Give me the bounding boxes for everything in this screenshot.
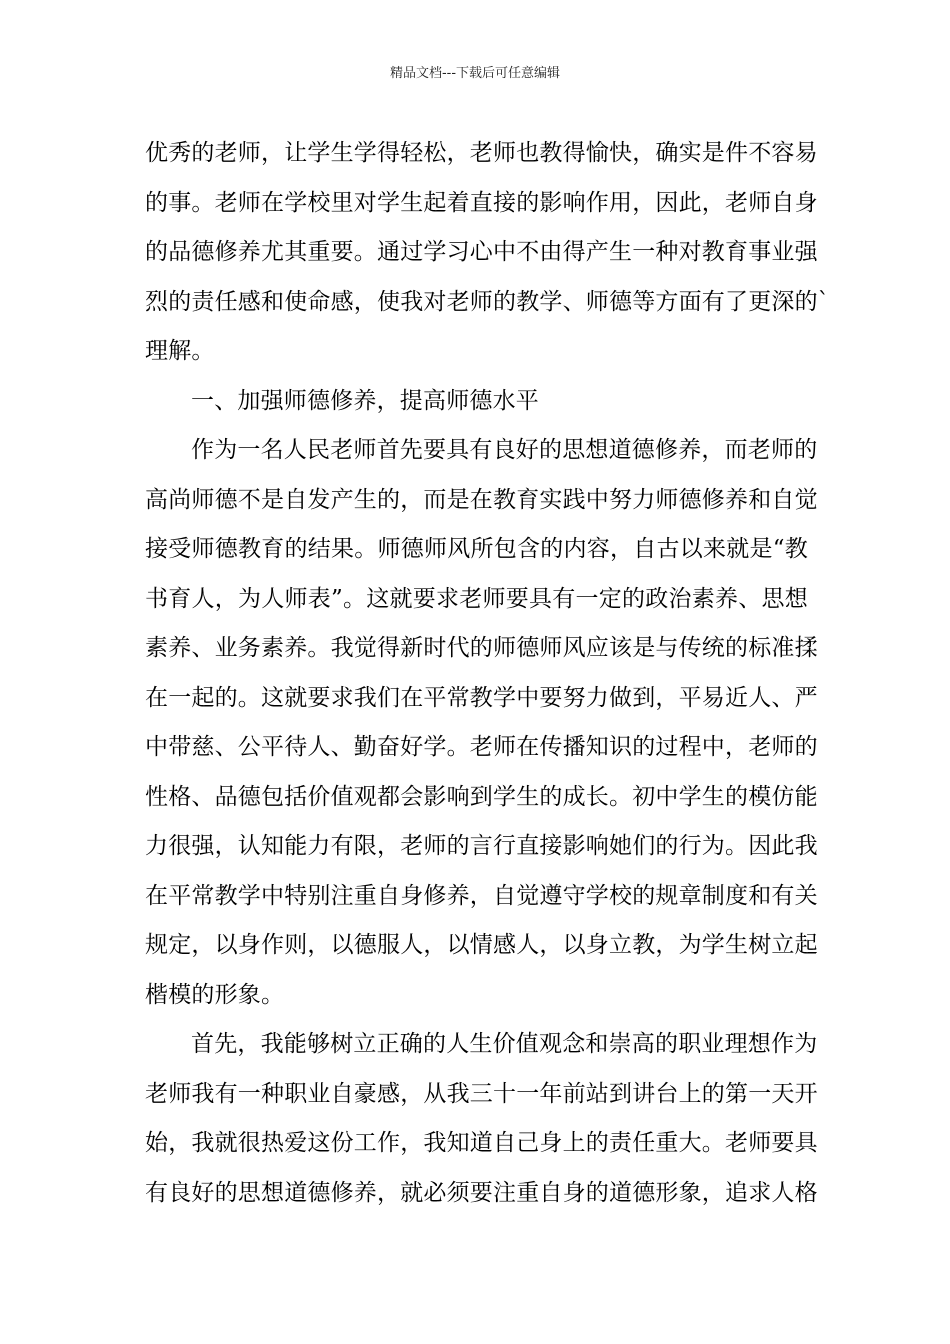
text-line: 书育人，为人师表”。这就要求老师要具有一定的政治素养、思想 bbox=[145, 585, 808, 612]
text-line: 首先，我能够树立正确的人生价值观念和崇高的职业理想作为 bbox=[191, 1031, 818, 1057]
text-line: 高尚师德不是自发产生的，而是在教育实践中努力师德修养和自觉 bbox=[145, 486, 818, 513]
text-line: 老师我有一种职业自豪感，从我三十一年前站到讲台上的第一天开 bbox=[145, 1080, 818, 1107]
text-line: 的事。老师在学校里对学生起着直接的影响作用，因此，老师自身 bbox=[145, 189, 818, 216]
text-line: 作为一名人民老师首先要具有良好的思想道德修养，而老师的 bbox=[191, 437, 818, 463]
text-line: 接受师德教育的结果。师德师风所包含的内容，自古以来就是“教 bbox=[145, 536, 808, 562]
document-body bbox=[145, 129, 830, 1218]
text-line: 规定，以身作则，以德服人，以情感人，以身立教，为学生树立起 bbox=[145, 932, 818, 958]
section-heading: 一、加强师德修养，提高师德水平 bbox=[191, 387, 539, 414]
text-line: 性格、品德包括价值观都会影响到学生的成长。初中学生的模仿能 bbox=[145, 783, 818, 810]
text-line: 在一起的。这就要求我们在平常教学中要努力做到，平易近人、严 bbox=[145, 684, 818, 711]
text-line: 有良好的思想道德修养，就必须要注重自身的道德形象，追求人格 bbox=[145, 1179, 818, 1206]
page-header: 精品文档---下载后可任意编辑 bbox=[389, 66, 561, 81]
text-line: 在平常教学中特别注重自身修养，自觉遵守学校的规章制度和有关 bbox=[145, 882, 818, 909]
text-line: 的品德修养尤其重要。通过学习心中不由得产生一种对教育事业强 bbox=[145, 239, 818, 265]
text-line: 优秀的老师，让学生学得轻松，老师也教得愉快，确实是件不容易 bbox=[145, 140, 818, 166]
text-line: 始，我就很热爱这份工作，我知道自己身上的责任重大。老师要具 bbox=[145, 1130, 818, 1156]
text-line: 楷模的形象。 bbox=[145, 981, 285, 1008]
text-line: 中带慈、公平待人、勤奋好学。老师在传播知识的过程中，老师的 bbox=[145, 734, 818, 760]
text-line: 素养、业务素养。我觉得新时代的师德师风应该是与传统的标准揉 bbox=[145, 635, 818, 661]
text-line: 理解。 bbox=[145, 338, 215, 364]
text-line: 烈的责任感和使命感，使我对老师的教学、师德等方面有了更深的` bbox=[145, 288, 830, 315]
text-line: 力很强，认知能力有限，老师的言行直接影响她们的行为。因此我 bbox=[145, 833, 818, 859]
